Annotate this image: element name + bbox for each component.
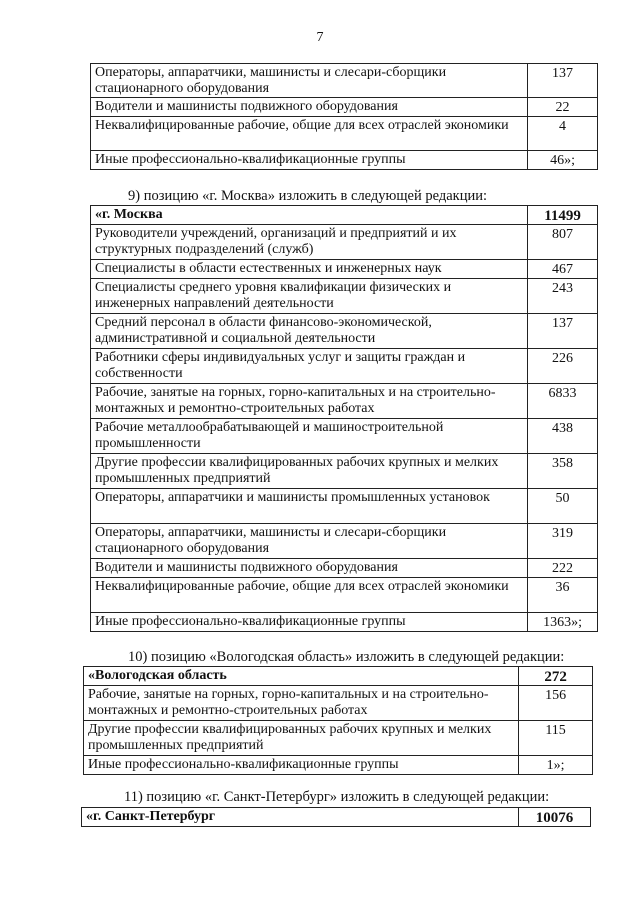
row-name: Специалисты среднего уровня квалификации физических и инженерных направлений деятельности — [91, 279, 528, 314]
table-row — [91, 225, 598, 260]
row-value: 467 — [528, 260, 598, 279]
table-row — [91, 349, 598, 384]
row-name: Рабочие металлообрабатывающей и машиностроительной промышленности — [91, 419, 528, 454]
table-spb — [81, 807, 591, 827]
table-row — [91, 578, 598, 613]
row-name: Иные профессионально-квалификационные группы — [84, 756, 519, 775]
table-row — [91, 613, 598, 632]
row-name: Специалисты в области естественных и инженерных наук — [91, 260, 528, 279]
row-name: Водители и машинисты подвижного оборудования — [91, 559, 528, 578]
table-vologda — [83, 666, 593, 775]
row-name: Иные профессионально-квалификационные группы — [91, 151, 528, 170]
row-value: 226 — [528, 349, 598, 384]
row-name: Работники сферы индивидуальных услуг и защиты граждан и собственности — [91, 349, 528, 384]
row-value: 46»; — [528, 151, 598, 170]
table-row — [91, 117, 598, 151]
row-value: 4 — [528, 117, 598, 151]
section-10-intro: 10) позицию «Вологодская область» изложить в следующей редакции: — [128, 649, 565, 665]
table-header-row — [82, 808, 591, 827]
row-value: 50 — [528, 489, 598, 524]
table-row — [91, 524, 598, 559]
table-row — [91, 98, 598, 117]
row-name: Операторы, аппаратчики, машинисты и слесари-сборщики стационарного оборудования — [91, 64, 528, 98]
row-name: Другие профессии квалифицированных рабочих крупных и мелких промышленных предприятий — [84, 721, 519, 756]
table-row — [91, 419, 598, 454]
row-value: 36 — [528, 578, 598, 613]
table-row — [91, 64, 598, 98]
region-total: 272 — [519, 667, 593, 686]
row-name: Иные профессионально-квалификационные группы — [91, 613, 528, 632]
table-row — [91, 384, 598, 419]
row-name: Другие профессии квалифицированных рабочих крупных и мелких промышленных предприятий — [91, 454, 528, 489]
row-value: 807 — [528, 225, 598, 260]
row-value: 22 — [528, 98, 598, 117]
table-row — [91, 260, 598, 279]
row-value: 6833 — [528, 384, 598, 419]
row-name: Неквалифицированные рабочие, общие для всех отраслей экономики — [91, 578, 528, 613]
row-value: 115 — [519, 721, 593, 756]
region-name: «г. Санкт-Петербург — [82, 808, 519, 827]
table-row — [84, 756, 593, 775]
table-row — [84, 721, 593, 756]
row-value: 137 — [528, 314, 598, 349]
table-row — [91, 151, 598, 170]
row-name: Руководители учреждений, организаций и предприятий и их структурных подразделений (служб) — [91, 225, 528, 260]
row-name: Неквалифицированные рабочие, общие для всех отраслей экономики — [91, 117, 528, 151]
row-value: 319 — [528, 524, 598, 559]
row-value: 438 — [528, 419, 598, 454]
table-continuation — [90, 63, 598, 170]
page-number: 7 — [316, 30, 324, 45]
table-moscow — [90, 205, 598, 632]
table-row — [91, 454, 598, 489]
row-name: Рабочие, занятые на горных, горно-капитальных и на строительно-монтажных и ремонтно-строительных работах — [91, 384, 528, 419]
table-row — [91, 559, 598, 578]
row-value: 156 — [519, 686, 593, 721]
table-row — [91, 279, 598, 314]
row-value: 1363»; — [528, 613, 598, 632]
region-name: «Вологодская область — [84, 667, 519, 686]
table-header-row — [91, 206, 598, 225]
row-name: Операторы, аппаратчики и машинисты промышленных установок — [91, 489, 528, 524]
section-11-intro: 11) позицию «г. Санкт-Петербург» изложить в следующей редакции: — [124, 789, 550, 805]
row-value: 222 — [528, 559, 598, 578]
table-row — [91, 489, 598, 524]
row-value: 358 — [528, 454, 598, 489]
row-name: Средний персонал в области финансово-экономической, административной и социальной деятельности — [91, 314, 528, 349]
region-name: «г. Москва — [91, 206, 528, 225]
table-row — [84, 686, 593, 721]
row-name: Операторы, аппаратчики, машинисты и слесари-сборщики стационарного оборудования — [91, 524, 528, 559]
table-row — [91, 314, 598, 349]
region-total: 11499 — [528, 206, 598, 225]
table-header-row — [84, 667, 593, 686]
row-name: Водители и машинисты подвижного оборудования — [91, 98, 528, 117]
row-value: 243 — [528, 279, 598, 314]
row-value: 1»; — [519, 756, 593, 775]
row-name: Рабочие, занятые на горных, горно-капитальных и на строительно-монтажных и ремонтно-строительных работах — [84, 686, 519, 721]
region-total: 10076 — [519, 808, 591, 827]
section-9-intro: 9) позицию «г. Москва» изложить в следующей редакции: — [128, 188, 488, 204]
row-value: 137 — [528, 64, 598, 98]
